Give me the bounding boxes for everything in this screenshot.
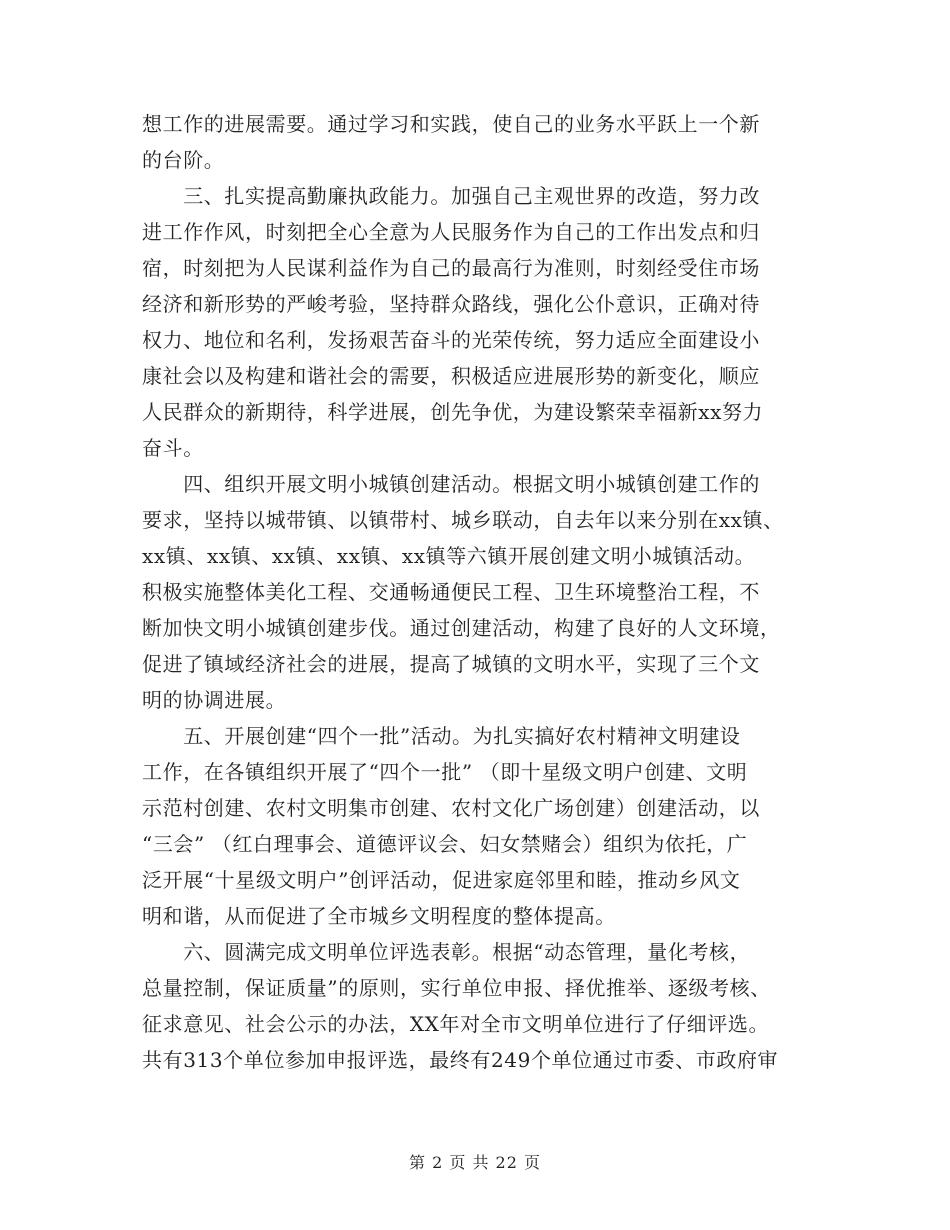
text-line: 明的协调进展。 xyxy=(142,688,287,712)
text-line: 经济和新形势的严峻考验，坚持群众路线，强化公仆意识，正确对待 xyxy=(142,292,760,316)
text-line: xx镇、xx镇、xx镇、xx镇、xx镇等六镇开展创建文明小城镇活动。 xyxy=(142,544,756,568)
text-line: 四、组织开展文明小城镇创建活动。根据文明小城镇创建工作的 xyxy=(142,472,760,496)
page-number-footer: 第 2 页 共 22 页 xyxy=(409,1153,541,1172)
text-line: 断加快文明小城镇创建步伐。通过创建活动，构建了良好的人文环境， xyxy=(142,616,781,640)
text-line: 工作，在各镇组织开展了“四个一批” （即十星级文明户创建、文明 xyxy=(142,760,748,784)
text-line: 宿，时刻把为人民谋利益作为自己的最高行为准则，时刻经受住市场 xyxy=(142,256,760,280)
text-line: 奋斗。 xyxy=(142,436,204,460)
text-line: 总量控制，保证质量”的原则，实行单位申报、择优推举、逐级考核、 xyxy=(142,976,771,1000)
text-line: 的台阶。 xyxy=(142,148,225,172)
text-line: 共有313个单位参加申报评选，最终有249个单位通过市委、市政府审 xyxy=(142,1048,779,1072)
text-line: 泛开展“十星级文明户”创评活动，促进家庭邻里和睦，推动乡风文 xyxy=(142,868,741,892)
text-line: 人民群众的新期待，科学进展，创先争优，为建设繁荣幸福新xx努力 xyxy=(142,400,764,424)
text-line: 明和谐，从而促进了全市城乡文明程度的整体提高。 xyxy=(142,904,616,928)
text-line: 权力、地位和名利，发扬艰苦奋斗的光荣传统，努力适应全面建设小 xyxy=(142,328,760,352)
text-line: 三、扎实提高勤廉执政能力。加强自己主观世界的改造，努力改 xyxy=(142,184,760,208)
text-line: 积极实施整体美化工程、交通畅通便民工程、卫生环境整治工程，不 xyxy=(142,580,760,604)
body-text xyxy=(142,106,810,1078)
text-line: 要求，坚持以城带镇、以镇带村、城乡联动，自去年以来分别在xx镇、 xyxy=(142,508,784,532)
text-line: 康社会以及构建和谐社会的需要，积极适应进展形势的新变化，顺应 xyxy=(142,364,760,388)
text-line: 想工作的进展需要。通过学习和实践，使自己的业务水平跃上一个新 xyxy=(142,112,760,136)
text-line: 五、开展创建“四个一批”活动。为扎实搞好农村精神文明建设 xyxy=(142,724,741,748)
text-line: 促进了镇域经济社会的进展，提高了城镇的文明水平，实现了三个文 xyxy=(142,652,760,676)
text-line: “三会” （红白理事会、道德评议会、妇女禁赌会）组织为依托，广 xyxy=(142,832,748,856)
text-line: 六、圆满完成文明单位评选表彰。根据“动态管理，量化考核， xyxy=(142,940,751,964)
text-line: 示范村创建、农村文明集市创建、农村文化广场创建）创建活动，以 xyxy=(142,796,760,820)
text-line: 征求意见、社会公示的办法，XX年对全市文明单位进行了仔细评选。 xyxy=(142,1012,770,1036)
text-line: 进工作作风，时刻把全心全意为人民服务作为自己的工作出发点和归 xyxy=(142,220,760,244)
